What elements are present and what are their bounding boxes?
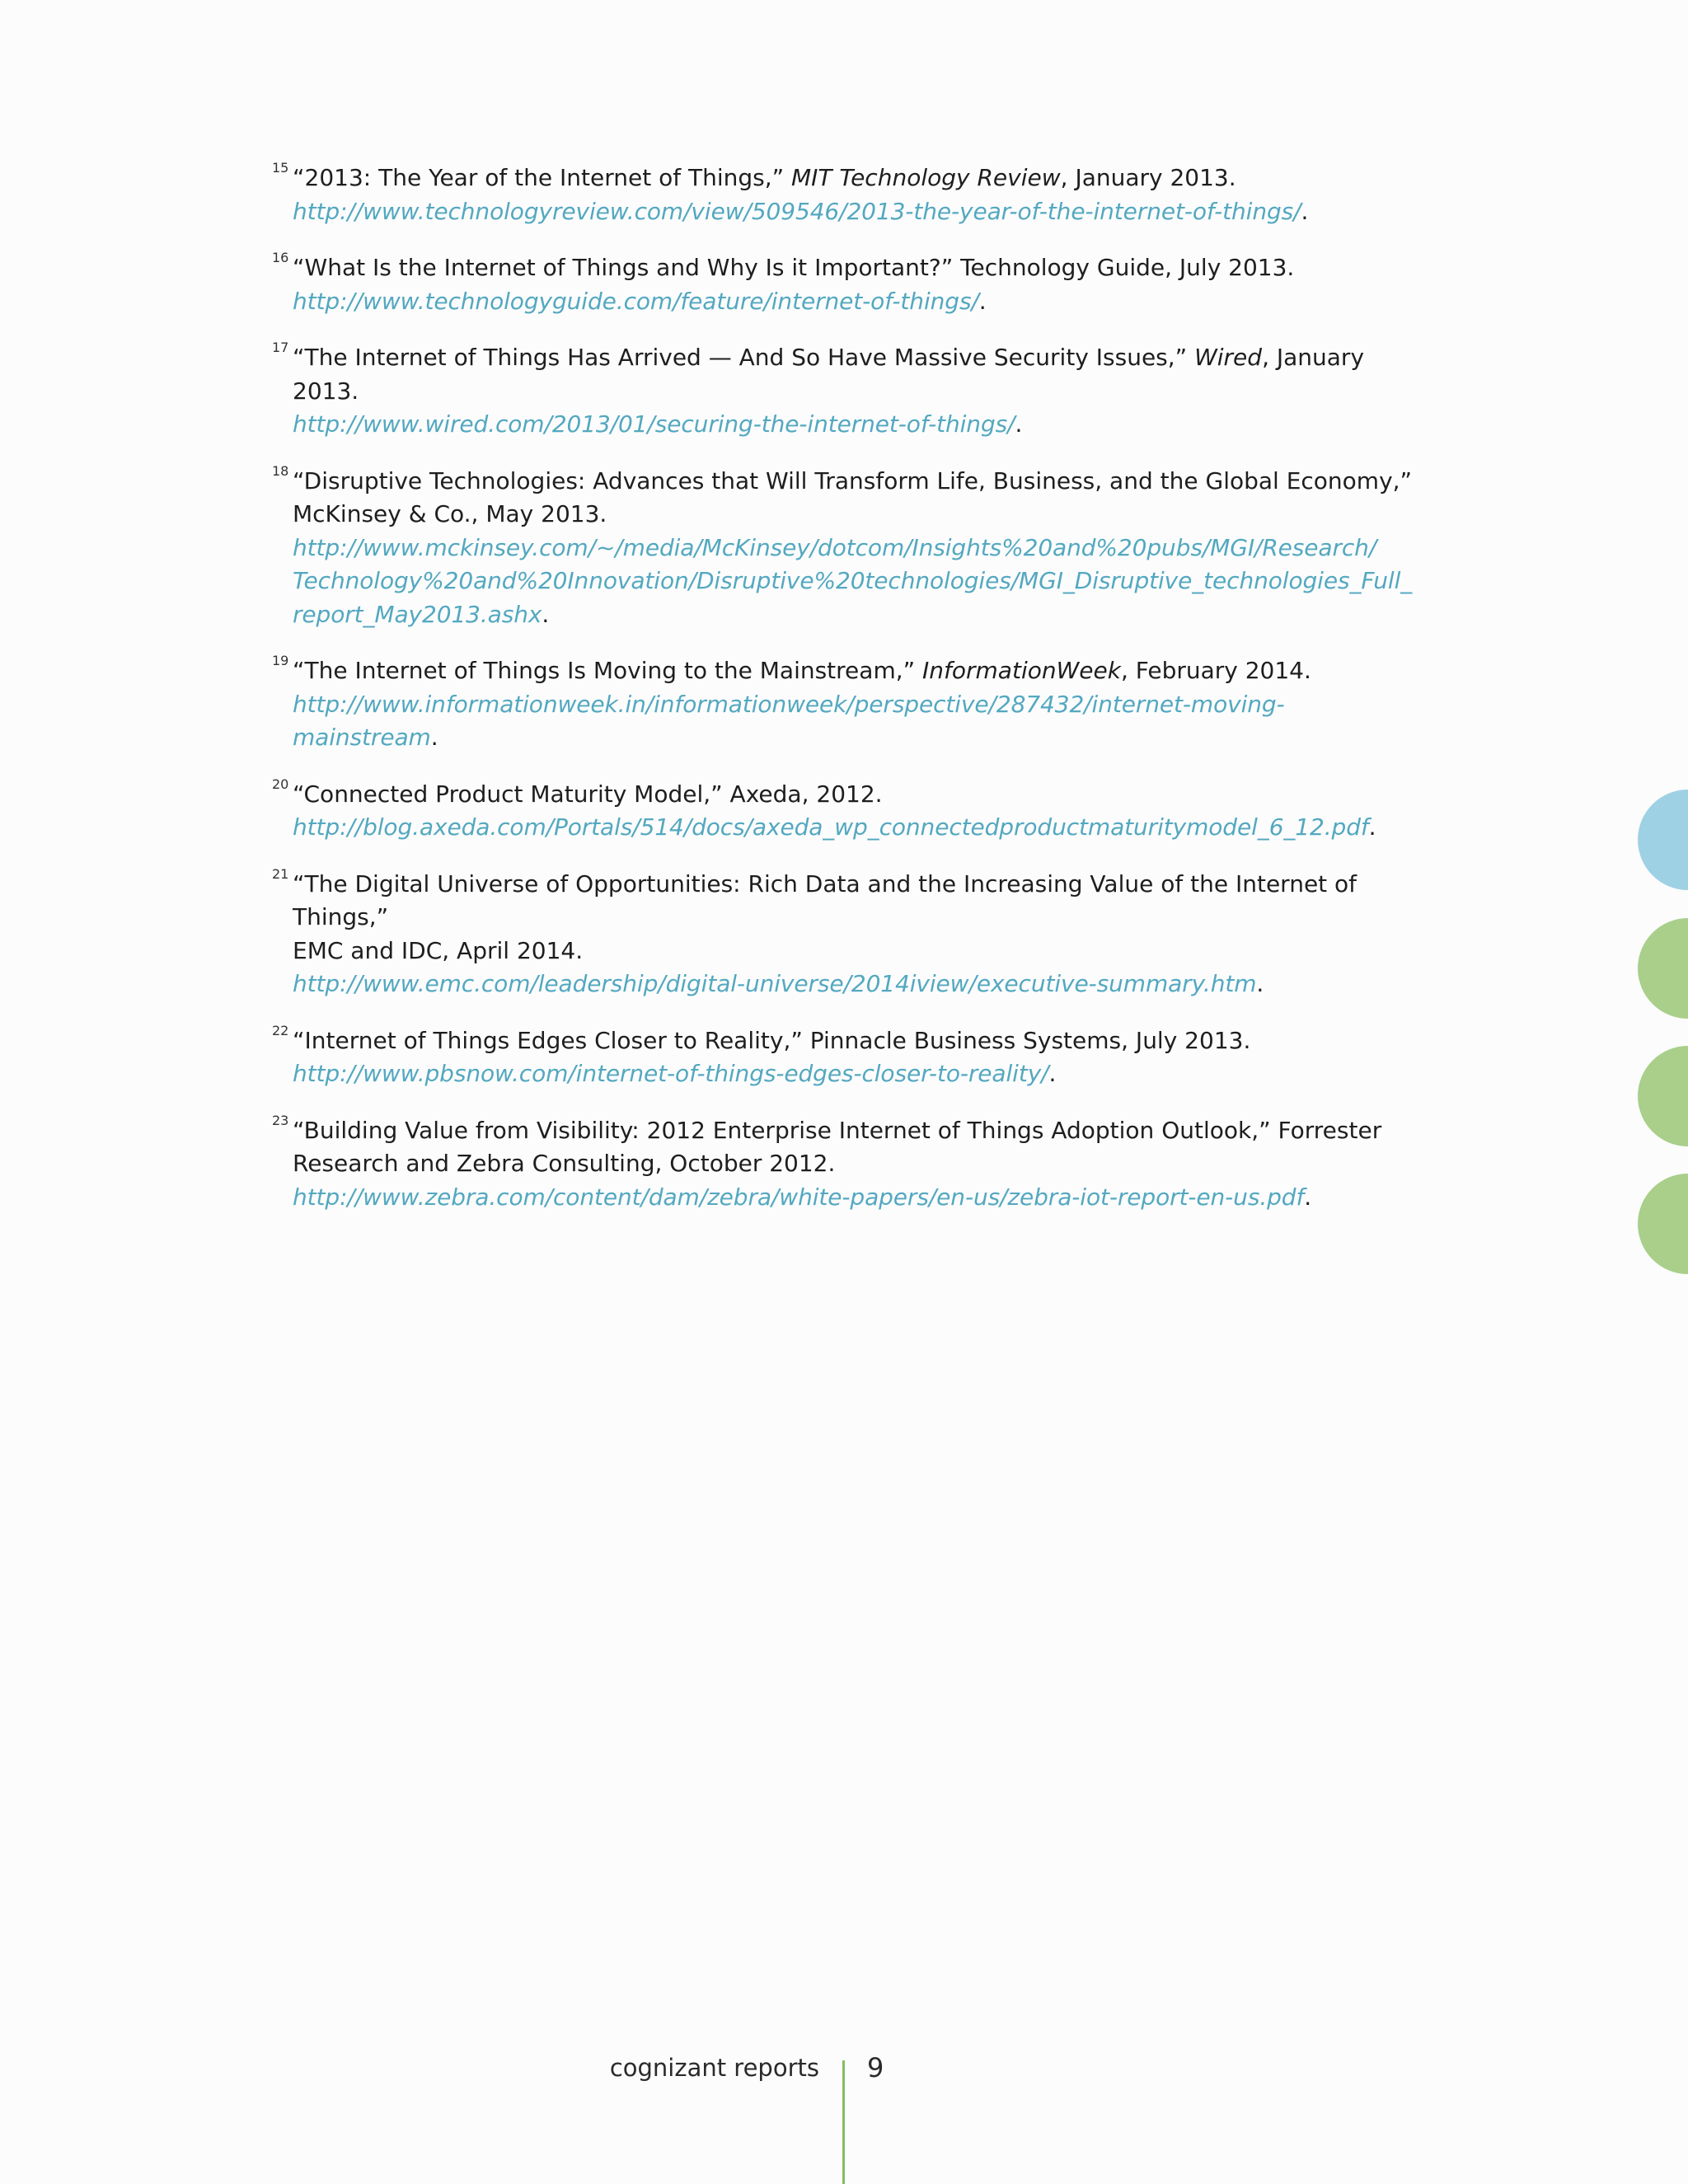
endnote-number: 20 bbox=[272, 776, 289, 792]
endnote-22 bbox=[272, 1024, 1426, 1091]
green-circle-decoration bbox=[1638, 918, 1688, 1019]
endnote-number: 21 bbox=[272, 865, 289, 882]
endnote-citation: “The Internet of Things Has Arrived — And So Have Massive Security Issues,” Wired, January 2013. bbox=[293, 344, 1365, 405]
endnote-23 bbox=[272, 1114, 1426, 1215]
endnote-number: 23 bbox=[272, 1112, 289, 1128]
endnote-number: 18 bbox=[272, 462, 289, 479]
page-number: 9 bbox=[867, 2052, 884, 2083]
endnote-url: http://www.emc.com/leadership/digital-universe/2014iview/executive-summary.htm. bbox=[293, 970, 1264, 997]
endnote-17 bbox=[272, 341, 1426, 442]
endnote-citation: “Internet of Things Edges Closer to Reality,” Pinnacle Business Systems, July 2013. bbox=[293, 1026, 1251, 1054]
endnote-link[interactable]: http://www.mckinsey.com/~/media/McKinsey/dotcom/Insights%20and%20pubs/MGI/Research/ Technology%20and%20Innovation/Disruptive%20technologies/MGI_Disruptive_technologies_Full_ report_May2013.ashx bbox=[293, 533, 1413, 628]
endnote-url: http://www.informationweek.in/informationweek/perspective/287432/internet-moving-mainstream. bbox=[293, 690, 1285, 751]
endnote-citation: “The Internet of Things Is Moving to the Mainstream,” InformationWeek, February 2014. bbox=[293, 657, 1311, 684]
endnote-number: 16 bbox=[272, 250, 289, 265]
endnote-link[interactable]: http://www.zebra.com/content/dam/zebra/white-papers/en-us/zebra-iot-report-en-us.pdf bbox=[293, 1183, 1305, 1211]
endnote-citation: “Building Value from Visibility: 2012 Enterprise Internet of Things Adoption Outlook,” Forrester Research and Zebra Consulting, October 2012. bbox=[293, 1116, 1382, 1177]
endnote-url: http://www.technologyreview.com/view/509546/2013-the-year-of-the-internet-of-things/. bbox=[293, 197, 1309, 225]
blue-circle-decoration bbox=[1638, 790, 1688, 890]
endnote-number: 19 bbox=[272, 653, 289, 668]
endnote-url: http://www.mckinsey.com/~/media/McKinsey/dotcom/Insights%20and%20pubs/MGI/Research/ Technology%20and%20Innovation/Disruptive%20technologies/MGI_Disruptive_technologies_Full_ report_May2013.ashx. bbox=[293, 533, 1413, 628]
endnote-21 bbox=[272, 865, 1426, 1001]
endnote-15 bbox=[272, 162, 1426, 228]
endnote-url: http://www.zebra.com/content/dam/zebra/white-papers/en-us/zebra-iot-report-en-us.pdf. bbox=[293, 1183, 1312, 1211]
endnote-link[interactable]: http://www.informationweek.in/informationweek/perspective/287432/internet-moving-mainstream bbox=[293, 690, 1285, 751]
endnote-citation: “Connected Product Maturity Model,” Axeda, 2012. bbox=[293, 780, 883, 808]
endnote-link[interactable]: http://www.technologyreview.com/view/509546/2013-the-year-of-the-internet-of-things/ bbox=[293, 197, 1301, 225]
endnote-citation: “The Digital Universe of Opportunities: Rich Data and the Increasing Value of the Internet of Things,” EMC and IDC, April 2014. bbox=[293, 869, 1357, 964]
endnotes-list bbox=[272, 162, 1426, 1237]
endnote-url: http://www.pbsnow.com/internet-of-things-edges-closer-to-reality/. bbox=[293, 1060, 1057, 1087]
endnote-citation: “What Is the Internet of Things and Why Is it Important?” Technology Guide, July 2013. bbox=[293, 254, 1295, 281]
green-circle-decoration bbox=[1638, 1046, 1688, 1146]
endnote-citation: “Disruptive Technologies: Advances that Will Transform Life, Business, and the Global Economy,” McKinsey & Co., May 2013. bbox=[293, 466, 1413, 527]
footer-label: cognizant reports bbox=[609, 2054, 819, 2082]
endnote-number: 22 bbox=[272, 1022, 289, 1038]
endnote-16 bbox=[272, 251, 1426, 318]
endnote-18 bbox=[272, 462, 1426, 632]
endnote-link[interactable]: http://www.pbsnow.com/internet-of-things-edges-closer-to-reality/ bbox=[293, 1060, 1049, 1087]
endnote-link[interactable]: http://www.technologyguide.com/feature/internet-of-things/ bbox=[293, 287, 979, 315]
endnote-number: 15 bbox=[272, 160, 289, 176]
endnote-19 bbox=[272, 654, 1426, 755]
endnote-url: http://blog.axeda.com/Portals/514/docs/axeda_wp_connectedproductmaturitymodel_6_12.pdf. bbox=[293, 813, 1376, 841]
footer-divider bbox=[842, 2060, 845, 2184]
endnote-citation: “2013: The Year of the Internet of Things,” MIT Technology Review, January 2013. bbox=[293, 164, 1236, 191]
green-circle-decoration bbox=[1638, 1174, 1688, 1274]
endnote-url: http://www.wired.com/2013/01/securing-the-internet-of-things/. bbox=[293, 410, 1023, 438]
endnote-link[interactable]: http://blog.axeda.com/Portals/514/docs/axeda_wp_connectedproductmaturitymodel_6_12.pdf bbox=[293, 813, 1369, 841]
endnote-link[interactable]: http://www.emc.com/leadership/digital-universe/2014iview/executive-summary.htm bbox=[293, 970, 1257, 997]
endnote-url: http://www.technologyguide.com/feature/internet-of-things/. bbox=[293, 287, 987, 315]
endnote-number: 17 bbox=[272, 340, 289, 355]
endnote-20 bbox=[272, 778, 1426, 845]
endnote-link[interactable]: http://www.wired.com/2013/01/securing-the-internet-of-things/ bbox=[293, 410, 1015, 438]
